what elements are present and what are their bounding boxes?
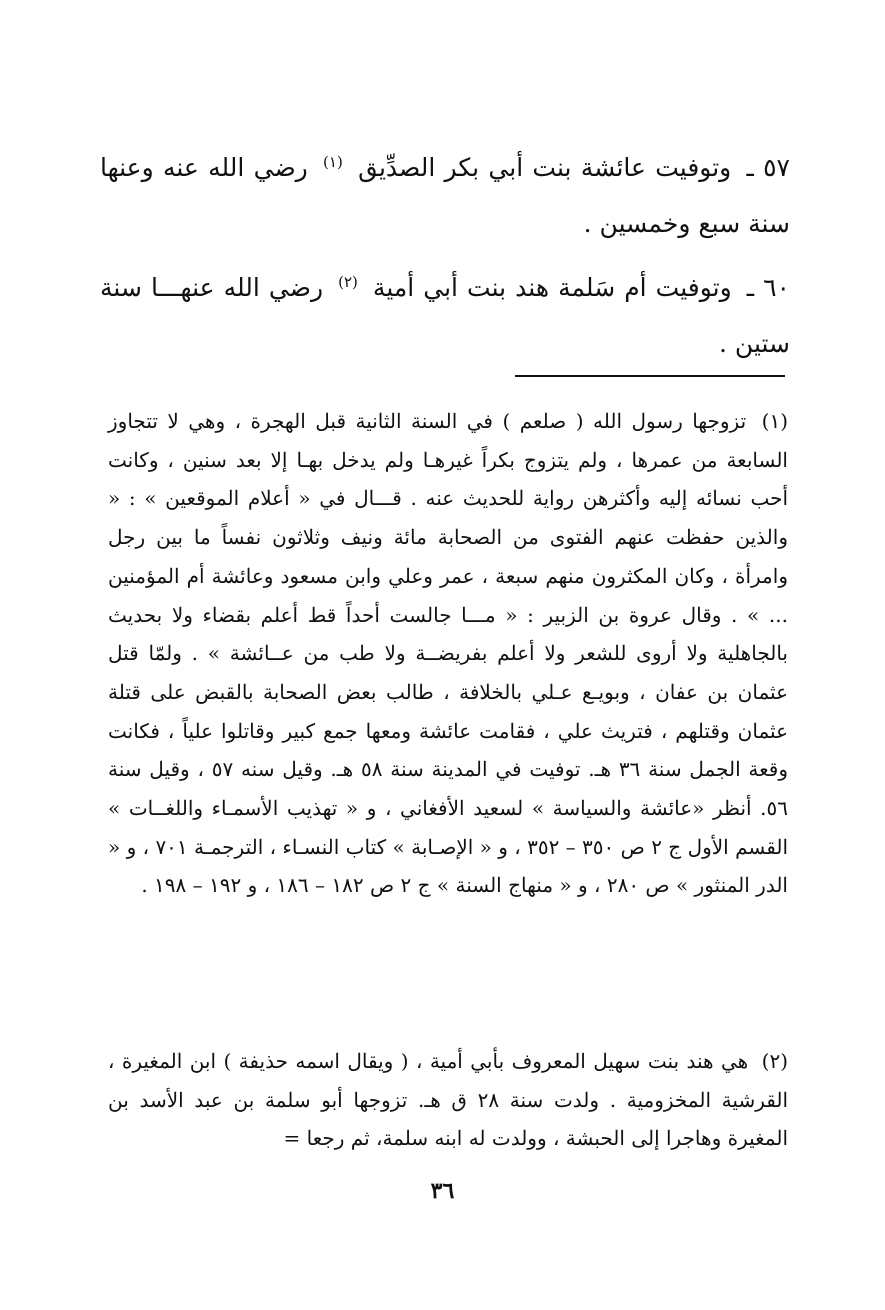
entry-text-end: رضي الله عنه وعنها سنة سبع وخمسين . <box>100 153 790 238</box>
footnote-2 <box>108 1042 788 1158</box>
footnote-reference-1[interactable]: (١) <box>323 152 343 171</box>
footnote-reference-2[interactable]: (٢) <box>338 272 358 291</box>
footnote-separator <box>515 375 785 377</box>
footnote-text: تزوجها رسول الله ( صلعم ) في السنة الثانية قبل الهجرة ، وهي لا تتجاوز السابعة من عمرها ، ولم يتزوج بكراً غيرهـا ولم يدخل بهـا إلا بعد سنين ، وكانت أحب نسائه إليه وأكثرهن رواية للحديث عنه . قـــال في « أعلام الموقعين » : « والذين حفظت عنهم الفتوى من الصحابة مائة ونيف وثلاثون نفساً ما بين رجل وامرأة ، وكان المكثرون منهم سبعة ، عمر وعلي وابن مسعود وعائشة أم المؤمنين ... » . وقال عروة بن الزبير : « مـــا جالست أحداً قط أعلم بقضاء ولا بحديث بالجاهلية ولا أروى للشعر ولا أعلم بفريضــة ولا طب من عــائشة » . ولمّا قتل عثمان بن عفان ، وبويـع عـلي بالخلافة ، طالب بعض الصحابة بالقبض على قتلة عثمان وقتلهم ، فتريث علي ، فقامت عائشة ومعها جمع كبير وقاتلوا علياً ، فكانت وقعة الجمل سنة ٣٦ هـ. توفيت في المدينة سنة ٥٨ هـ. وقيل سنه ٥٧ ، وقيل سنة ٥٦. أنظر «عائشة والسياسة » لسعيد الأفغاني ، و « تهذيب الأسمـاء واللغــات » القسم الأول ج ٢ ص ٣٥٠ – ٣٥٢ ، و « الإصـابة » كتاب النسـاء ، الترجمـة ٧٠١ ، و « الدر المنثور » ص ٢٨٠ ، و « منهاج السنة » ج ٢ ص ١٨٢ – ١٨٦ ، و ١٩٢ – ١٩٨ . <box>108 409 789 898</box>
footnote-1 <box>108 402 788 905</box>
entry-text-start: وتوفيت أم سَلمة هند بنت أبي أمية <box>372 273 732 302</box>
footnote-text: هي هند بنت سهيل المعروف بأبي أمية ، ( ويقال اسمه حذيفة ) ابن المغيرة ، القرشية المخزومية . ولدت سنة ٢٨ ق هـ. تزوجها أبو سلمة بن عبد الأسد بن المغيرة وهاجرا إلى الحبشة ، وولدت له ابنه سلمة، ثم رجعا = <box>108 1049 789 1151</box>
entry-number: ٥٧ ـ <box>746 153 790 182</box>
footnote-number: (٢) <box>761 1049 789 1073</box>
entry-text-start: وتوفيت عائشة بنت أبي بكر الصدِّيق <box>358 153 732 182</box>
footnote-number: (١) <box>761 409 788 433</box>
page-number: ٣٦ <box>430 1178 455 1204</box>
entry-57 <box>100 140 790 252</box>
entry-text-end: رضي الله عنهـــا سنة ستين . <box>100 273 790 358</box>
entry-60 <box>100 260 790 372</box>
entry-number: ٦٠ ـ <box>746 273 790 302</box>
